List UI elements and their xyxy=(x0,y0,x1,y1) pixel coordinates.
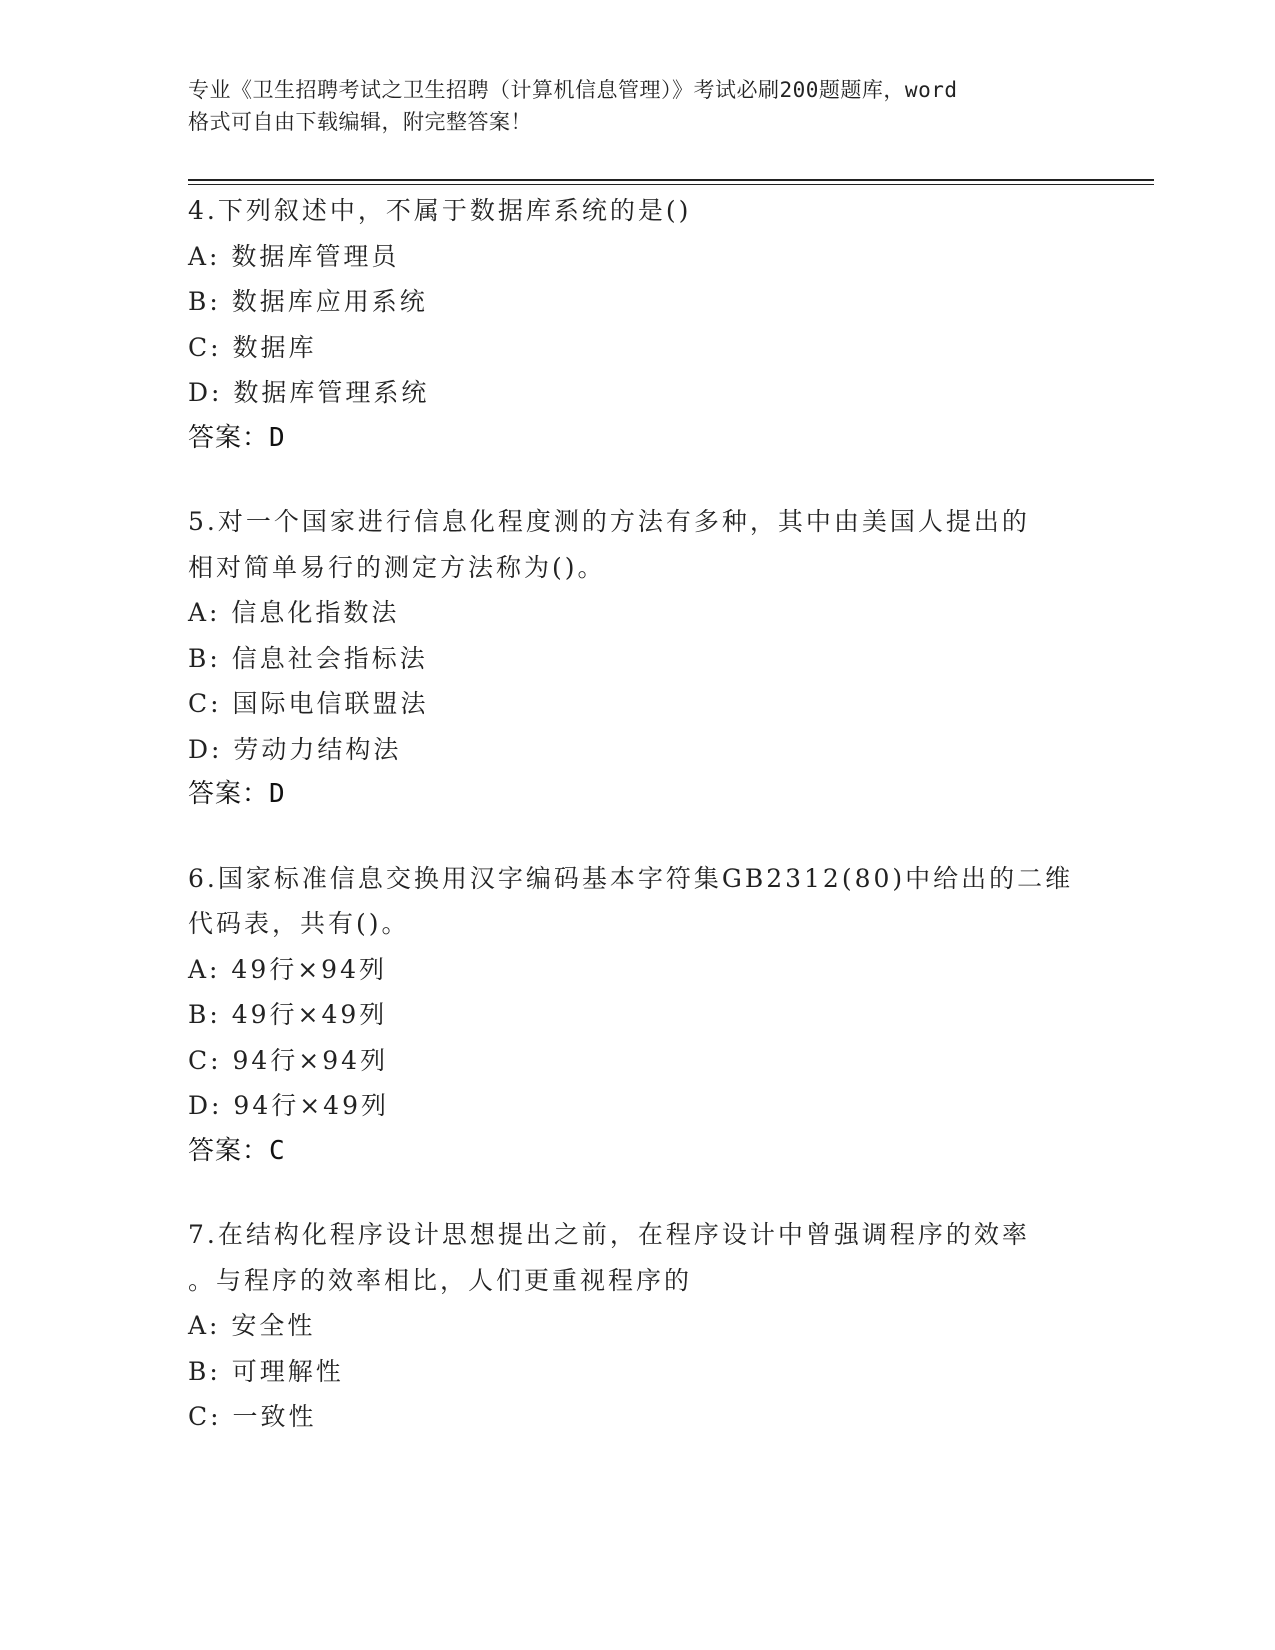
question-list xyxy=(188,188,1088,1478)
option-c: C: 数据库 xyxy=(188,332,317,362)
question-stem: 5.对一个国家进行信息化程度测的方法有多种，其中由美国人提出的 xyxy=(188,507,1030,536)
option-d: D: 94行×49列 xyxy=(188,1091,389,1120)
question-stem: 6.国家标准信息交换用汉字编码基本字符集GB2312(80)中给出的二维 xyxy=(188,863,1074,893)
answer: 答案：D xyxy=(188,779,286,809)
answer: 答案：C xyxy=(188,1135,286,1166)
option-d: D: 数据库管理系统 xyxy=(188,378,430,407)
question-stem-continued: 相对简单易行的测定方法称为()。 xyxy=(188,552,606,582)
question-stem: 7.在结构化程序设计思想提出之前，在程序设计中曾强调程序的效率 xyxy=(188,1220,1030,1249)
option-c: C: 94行×94列 xyxy=(188,1045,389,1075)
option-a: A: 安全性 xyxy=(188,1311,316,1340)
header-line-1: 专业《卫生招聘考试之卫生招聘（计算机信息管理）》考试必刷200题题库，word xyxy=(188,78,958,102)
header-line-2: 格式可自由下载编辑，附完整答案！ xyxy=(188,110,532,134)
option-d: D: 劳动力结构法 xyxy=(188,734,402,764)
question-6 xyxy=(188,856,1088,1175)
header-divider-thin xyxy=(188,184,1154,185)
option-b: B: 可理解性 xyxy=(188,1356,344,1386)
question-stem-continued: 代码表，共有()。 xyxy=(188,909,410,938)
question-stem-continued: 。与程序的效率相比，人们更重视程序的 xyxy=(188,1265,693,1295)
option-b: B: 数据库应用系统 xyxy=(188,287,428,316)
header-divider xyxy=(188,179,1154,181)
document-header xyxy=(188,74,1108,138)
option-c: C: 国际电信联盟法 xyxy=(188,689,429,718)
answer: 答案：D xyxy=(188,422,286,453)
option-a: A: 信息化指数法 xyxy=(188,598,400,627)
option-a: A: 49行×94列 xyxy=(188,954,387,984)
option-a: A: 数据库管理员 xyxy=(188,241,400,271)
option-c: C: 一致性 xyxy=(188,1402,317,1431)
option-b: B: 信息社会指标法 xyxy=(188,643,428,673)
option-b: B: 49行×49列 xyxy=(188,1000,388,1029)
question-5 xyxy=(188,499,1088,818)
question-stem: 4.下列叙述中，不属于数据库系统的是() xyxy=(188,196,692,225)
question-7 xyxy=(188,1212,1088,1440)
question-4 xyxy=(188,188,1088,461)
